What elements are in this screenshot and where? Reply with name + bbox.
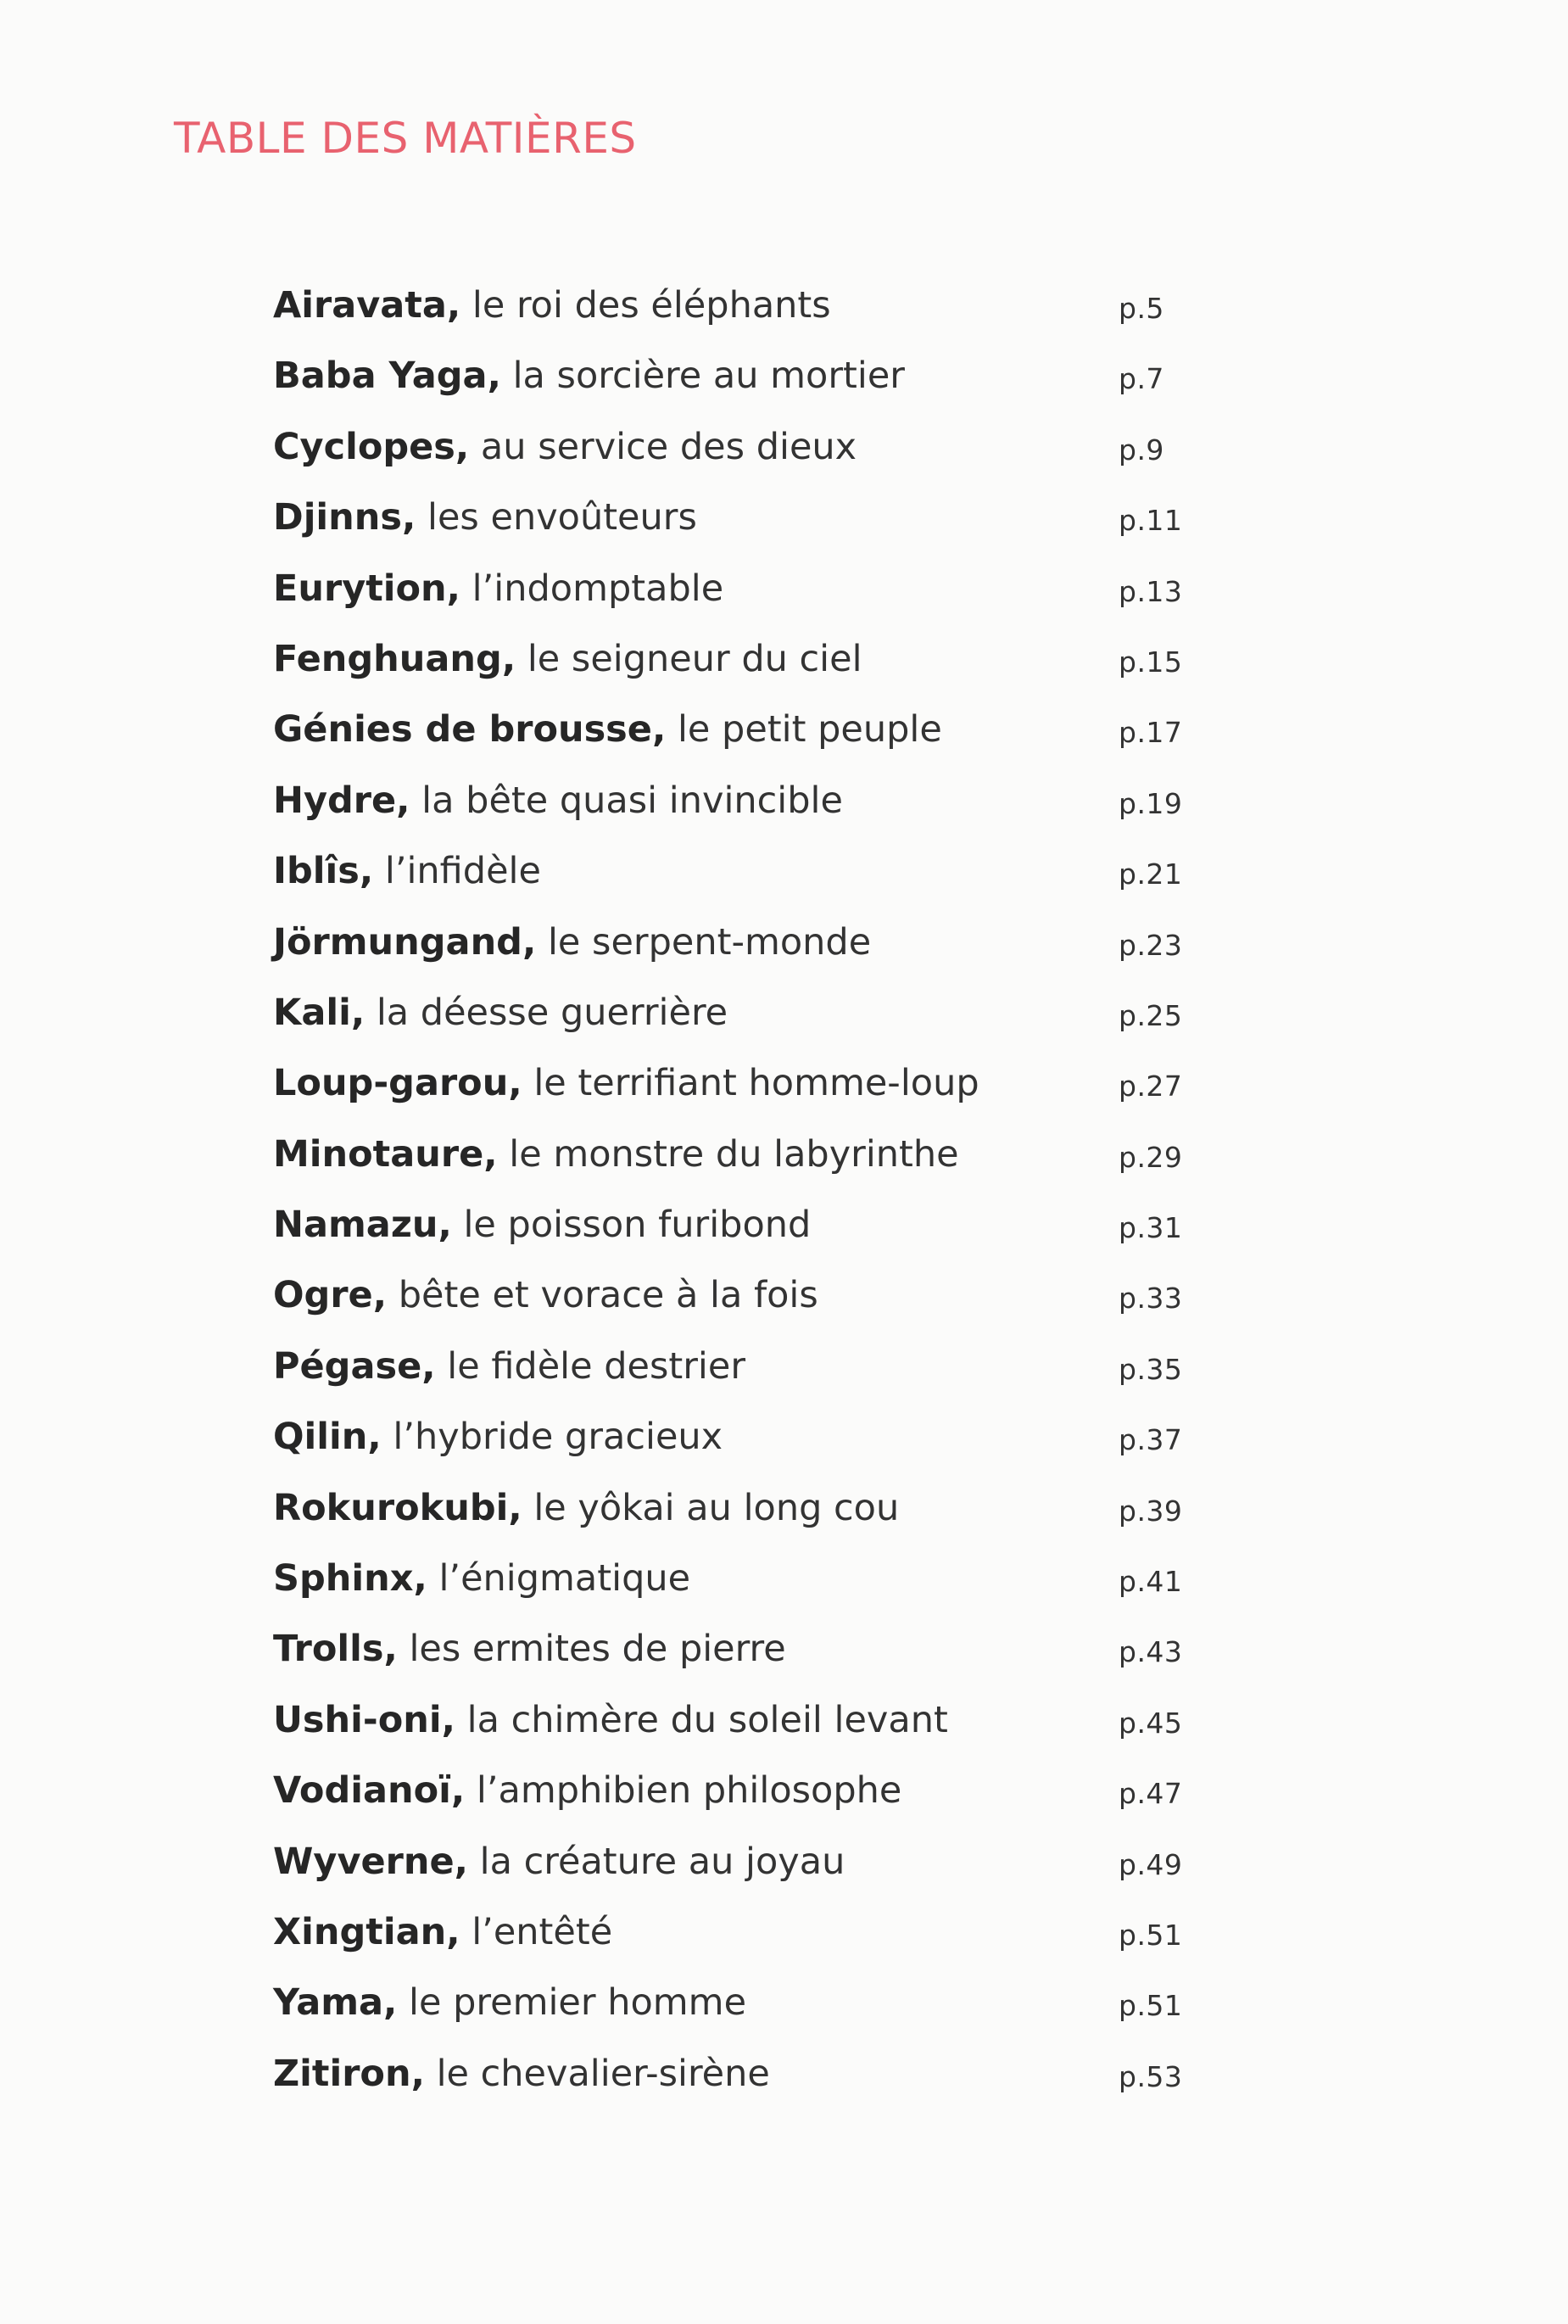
toc-entry-name: Wyverne [273, 1840, 455, 1883]
toc-entry-separator: , [359, 850, 374, 893]
toc-entry-name: Vodianoï [273, 1769, 451, 1813]
toc-entry-text [273, 1199, 811, 1250]
toc-entry-description: le chevalier-sirène [424, 2052, 770, 2095]
toc-entry-name: Sphinx [273, 1557, 414, 1601]
toc-entry-page-number: p.39 [1119, 1494, 1183, 1528]
toc-entry-separator: , [446, 284, 461, 327]
toc-entry-text [273, 1483, 899, 1534]
toc-entry-separator: , [383, 1981, 398, 2025]
toc-entry-separator: , [438, 1204, 452, 1247]
toc-entry-description: les ermites de pierre [397, 1628, 786, 1671]
toc-entry-separator: , [367, 1416, 382, 1459]
toc-entry-text [273, 422, 857, 472]
toc-entry-name: Kali [273, 991, 351, 1034]
toc-entry-name: Baba Yaga [273, 355, 488, 398]
toc-entry-description: au service des dieux [469, 425, 857, 468]
toc-entry-separator: , [446, 567, 461, 610]
toc-entry-name: Namazu [273, 1204, 438, 1247]
toc-entry-separator: , [487, 355, 501, 398]
toc-entry-separator: , [413, 1557, 427, 1601]
toc-entry-text [273, 2048, 770, 2099]
toc-entry-page-number: p.29 [1119, 1140, 1183, 1174]
toc-entry-name: Djinns [273, 496, 402, 539]
toc-entry [273, 1553, 1206, 1623]
toc-entry-page-number: p.21 [1119, 858, 1183, 891]
toc-entry-separator: , [446, 1910, 460, 1953]
toc-entry-text [273, 1765, 901, 1816]
toc-entry-name: Rokurokubi [273, 1486, 509, 1529]
toc-entry-description: l’hybride gracieux [381, 1416, 723, 1459]
toc-entry [273, 775, 1206, 846]
toc-entry-text [273, 563, 723, 614]
toc-entry-separator: , [372, 1274, 388, 1317]
toc-entry-text [273, 1341, 745, 1392]
toc-entry-description: le terrifiant homme-loup [522, 1062, 979, 1105]
toc-entry-separator: , [483, 1132, 498, 1176]
toc-entry-page-number: p.19 [1119, 786, 1183, 820]
toc-entry-separator: , [522, 920, 537, 964]
toc-entry-description: l’entêté [460, 1910, 613, 1953]
toc-entry [273, 1907, 1206, 1977]
toc-entry-separator: , [396, 779, 410, 822]
toc-entry-page-number: p.37 [1119, 1423, 1183, 1457]
toc-entry [273, 1836, 1206, 1907]
toc-entry-name: Qilin [273, 1416, 368, 1459]
toc-entry-text [273, 1977, 746, 2028]
toc-entry [273, 1977, 1206, 2047]
toc-entry-separator: , [350, 991, 365, 1034]
toc-entry-text [273, 987, 728, 1038]
toc-entry-description: le poisson furibond [451, 1204, 812, 1247]
toc-entry-text [273, 350, 905, 401]
toc-entry [273, 1695, 1206, 1765]
toc-entry-name: Fenghuang [273, 637, 502, 680]
toc-entry-name: Jörmungand [273, 920, 522, 964]
toc-entry-name: Hydre [273, 779, 397, 822]
toc-entry-page-number: p.35 [1119, 1352, 1183, 1386]
toc-entry-page-number: p.23 [1119, 928, 1183, 962]
toc-entry [273, 2048, 1206, 2119]
toc-entry-name: Ushi-oni [273, 1698, 442, 1741]
toc-entry [273, 1341, 1206, 1411]
toc-entry-description: la chimère du soleil levant [455, 1698, 948, 1741]
toc-entry-description: la sorcière au mortier [500, 355, 905, 398]
toc-entry-text [273, 1058, 979, 1109]
toc-entry-name: Iblîs [273, 850, 360, 893]
toc-entry [273, 1129, 1206, 1199]
toc-entry-description: l’énigmatique [427, 1557, 691, 1601]
toc-entry-name: Eurytion [273, 567, 447, 610]
toc-entry-page-number: p.45 [1119, 1706, 1183, 1740]
toc-entry-separator: , [651, 708, 667, 751]
toc-entry-name: Yama [273, 1981, 384, 2025]
toc-entry [273, 492, 1206, 562]
toc-entry-description: le seigneur du ciel [516, 637, 862, 680]
toc-entry-name: Cyclopes [273, 425, 455, 468]
toc-entry-page-number: p.13 [1119, 574, 1183, 608]
toc-entry [273, 1199, 1206, 1270]
toc-entry-text [273, 846, 541, 897]
toc-entry-name: Xingtian [273, 1910, 447, 1953]
toc-entry-separator: , [508, 1062, 522, 1105]
toc-entry-separator: , [402, 496, 416, 539]
toc-entry-description: le premier homme [397, 1981, 747, 2025]
toc-entry [273, 1623, 1206, 1694]
toc-entry-page-number: p.11 [1119, 504, 1183, 538]
toc-entry-name: Trolls [273, 1628, 384, 1671]
toc-entry [273, 563, 1206, 634]
toc-entry [273, 1483, 1206, 1553]
toc-entry-name: Pégase [273, 1344, 422, 1388]
toc-entry [273, 1765, 1206, 1835]
toc-entry [273, 634, 1206, 704]
toc-entry-name: Airavata [273, 284, 447, 327]
toc-entry-page-number: p.51 [1119, 1989, 1183, 2023]
toc-entry-page-number: p.17 [1119, 716, 1183, 750]
toc-entry [273, 1270, 1206, 1340]
toc-entry-page-number: p.15 [1119, 645, 1183, 679]
toc-entry-name: Zitiron [273, 2052, 411, 2095]
toc-entry-separator: , [410, 2052, 425, 2095]
toc-entry-text [273, 704, 942, 755]
toc-entry-page-number: p.43 [1119, 1635, 1183, 1669]
toc-entry-text [273, 634, 862, 684]
toc-entry-name: Minotaure [273, 1132, 484, 1176]
toc-entry-separator: , [421, 1344, 436, 1388]
toc-entry-page-number: p.51 [1119, 1918, 1183, 1952]
toc-entry [273, 280, 1206, 350]
toc-entry-description: le fidèle destrier [435, 1344, 745, 1388]
toc-entry-text [273, 775, 843, 826]
toc-entry-description: l’indomptable [460, 567, 724, 610]
toc-entry-description: les envoûteurs [416, 496, 697, 539]
toc-entry-page-number: p.25 [1119, 998, 1183, 1032]
toc-entry-description: la déesse guerrière [365, 991, 728, 1034]
table-of-contents [273, 280, 1206, 2119]
toc-entry-text [273, 280, 831, 331]
toc-entry-page-number: p.31 [1119, 1211, 1183, 1245]
toc-entry [273, 1411, 1206, 1482]
toc-entry-text [273, 1907, 612, 1958]
toc-entry-separator: , [501, 637, 516, 680]
toc-entry-page-number: p.41 [1119, 1565, 1183, 1599]
toc-entry-description: le roi des éléphants [460, 284, 831, 327]
toc-entry-text [273, 492, 697, 543]
toc-entry-description: la bête quasi invincible [410, 779, 843, 822]
toc-entry [273, 1058, 1206, 1128]
toc-entry-page-number: p.5 [1119, 292, 1164, 325]
toc-entry-page-number: p.27 [1119, 1070, 1183, 1103]
toc-entry [273, 987, 1206, 1058]
toc-entry-description: le monstre du labyrinthe [497, 1132, 959, 1176]
toc-entry-page-number: p.9 [1119, 433, 1164, 466]
page-title: TABLE DES MATIÈRES [174, 114, 637, 163]
toc-entry [273, 704, 1206, 774]
toc-entry-description: bête et vorace à la fois [387, 1274, 818, 1317]
toc-entry-separator: , [455, 425, 470, 468]
toc-entry-description: la créature au joyau [467, 1840, 845, 1883]
toc-entry [273, 917, 1206, 987]
toc-entry-page-number: p.49 [1119, 1847, 1183, 1881]
toc-entry-separator: , [508, 1486, 522, 1529]
toc-entry-separator: , [383, 1628, 398, 1671]
toc-entry-description: l’amphibien philosophe [465, 1769, 902, 1813]
toc-entry-name: Ogre [273, 1274, 373, 1317]
toc-entry-text [273, 1270, 818, 1321]
toc-entry-page-number: p.53 [1119, 2059, 1183, 2093]
toc-entry-text [273, 1695, 948, 1746]
toc-entry-text [273, 1623, 786, 1674]
toc-entry-separator: , [454, 1840, 468, 1883]
toc-entry [273, 846, 1206, 916]
toc-entry-page-number: p.33 [1119, 1282, 1183, 1316]
toc-entry-text [273, 1553, 690, 1604]
toc-entry-text [273, 1411, 723, 1462]
toc-entry [273, 422, 1206, 492]
toc-entry-name: Loup-garou [273, 1062, 509, 1105]
toc-entry-page-number: p.7 [1119, 362, 1164, 396]
toc-entry-page-number: p.47 [1119, 1777, 1183, 1811]
toc-entry [273, 350, 1206, 421]
toc-entry-text [273, 917, 871, 968]
toc-entry-description: l’infidèle [373, 850, 541, 893]
toc-entry-name: Génies de brousse [273, 708, 652, 751]
toc-entry-text [273, 1836, 845, 1887]
toc-entry-description: le serpent-monde [536, 920, 872, 964]
toc-entry-text [273, 1129, 959, 1180]
toc-entry-separator: , [441, 1698, 455, 1741]
toc-entry-description: le petit peuple [666, 708, 942, 751]
toc-entry-separator: , [450, 1769, 466, 1813]
toc-entry-description: le yôkai au long cou [522, 1486, 900, 1529]
